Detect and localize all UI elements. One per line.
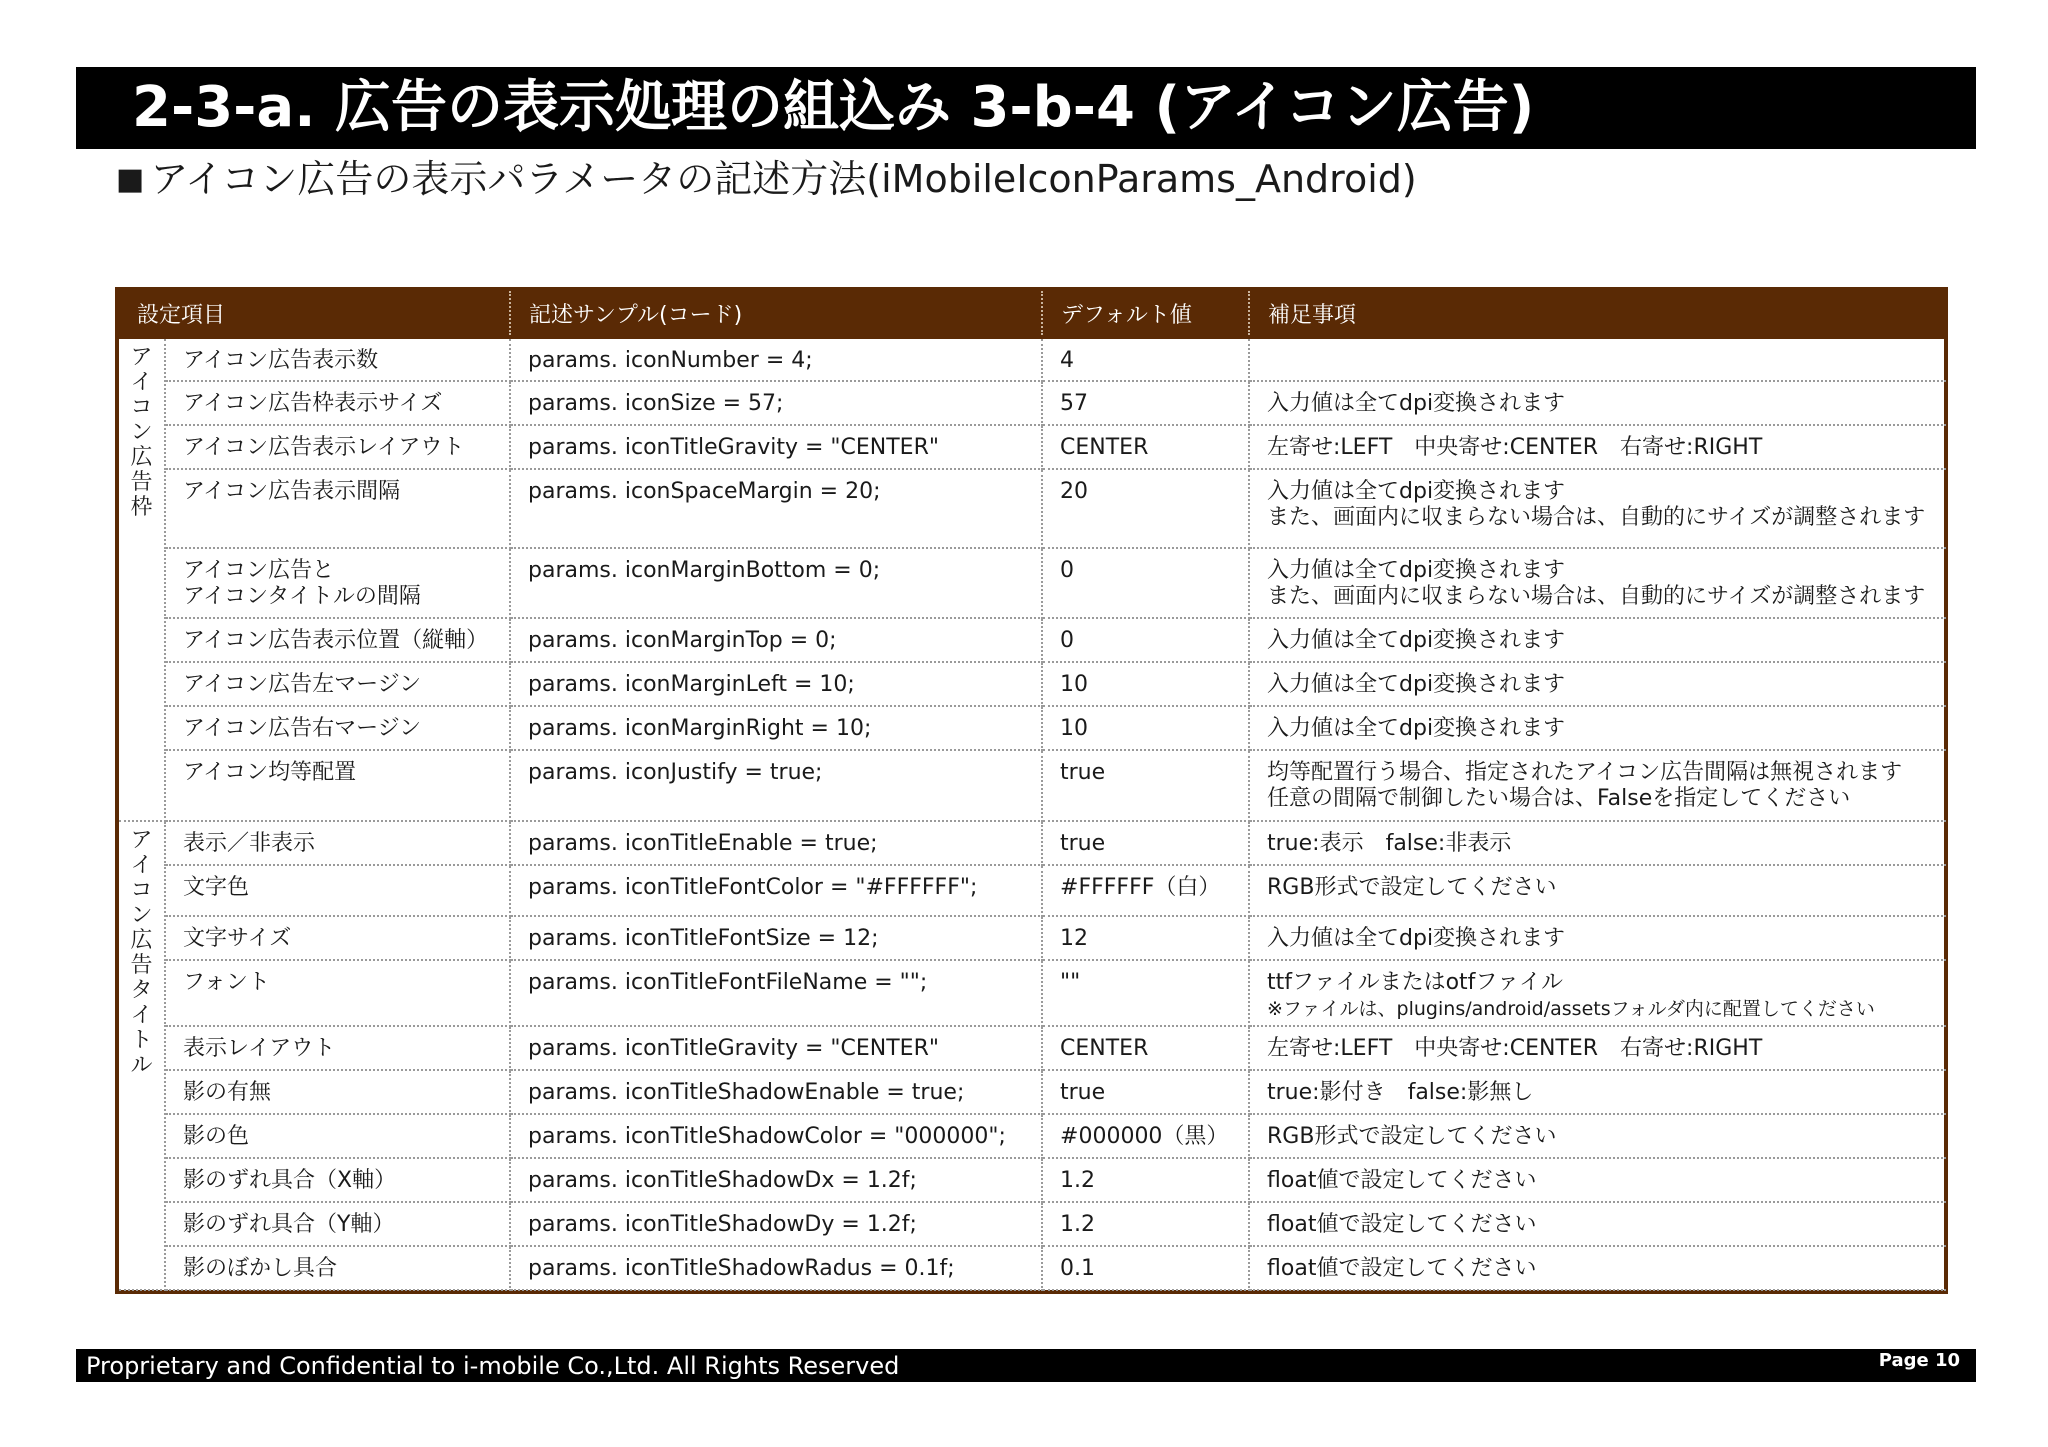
cell-notes — [1249, 865, 1946, 916]
table-row — [119, 1026, 1946, 1070]
cell-default: #FFFFFF（白） — [1042, 865, 1249, 916]
cell-code: params. iconTitleGravity = "CENTER" — [510, 1026, 1042, 1070]
note-line: 入力値は全てdpi変換されます — [1267, 479, 1566, 504]
cell-default: "" — [1042, 960, 1249, 1026]
cell-notes — [1249, 469, 1946, 548]
column-header-default: デフォルト値 — [1042, 291, 1249, 337]
item-label: 影のぼかし具合 — [183, 1256, 338, 1281]
cell-code: params. iconTitleGravity = "CENTER" — [510, 425, 1042, 469]
note-line: 任意の間隔で制御したい場合は、Falseを指定してください — [1267, 786, 1851, 811]
cell-notes — [1249, 662, 1946, 706]
item-label: アイコン広告表示間隔 — [183, 479, 401, 504]
cell-item — [165, 662, 510, 706]
item-label: アイコン均等配置 — [183, 760, 357, 785]
cell-default: #000000（黒） — [1042, 1114, 1249, 1158]
cell-notes — [1249, 425, 1946, 469]
cell-default: 1.2 — [1042, 1158, 1249, 1202]
cell-code: params. iconTitleEnable = true; — [510, 821, 1042, 865]
note-line: RGB形式で設定してください — [1267, 1124, 1557, 1149]
table-row — [119, 706, 1946, 750]
note-small-line: ※ファイルは、plugins/android/assetsフォルダ内に配置してください — [1267, 998, 1875, 1020]
cell-item — [165, 337, 510, 381]
column-header-item: 設定項目 — [119, 291, 510, 337]
footer-copyright: Proprietary and Confidential to i-mobile Co.,Ltd. All Rights Reserved — [86, 1352, 900, 1380]
cell-default: 10 — [1042, 706, 1249, 750]
column-header-code: 記述サンプル(コード) — [510, 291, 1042, 337]
cell-notes — [1249, 916, 1946, 960]
cell-default: 57 — [1042, 381, 1249, 425]
table-row — [119, 337, 1946, 381]
item-label-line2: アイコンタイトルの間隔 — [183, 584, 421, 609]
note-line: 左寄せ:LEFT 中央寄せ:CENTER 右寄せ:RIGHT — [1267, 435, 1763, 460]
item-label: アイコン広告と — [183, 558, 335, 583]
cell-code: params. iconTitleShadowRadus = 0.1f; — [510, 1246, 1042, 1290]
cell-item — [165, 865, 510, 916]
cell-default: 0 — [1042, 548, 1249, 618]
table-row — [119, 618, 1946, 662]
table-row — [119, 750, 1946, 821]
cell-default: CENTER — [1042, 1026, 1249, 1070]
cell-default: 1.2 — [1042, 1202, 1249, 1246]
cell-item — [165, 1026, 510, 1070]
cell-default: 20 — [1042, 469, 1249, 548]
cell-item — [165, 916, 510, 960]
cell-code: params. iconMarginTop = 0; — [510, 618, 1042, 662]
cell-notes — [1249, 337, 1946, 381]
item-label: 影の有無 — [183, 1080, 272, 1105]
cell-item — [165, 618, 510, 662]
item-label: 影のずれ具合（X軸） — [183, 1168, 397, 1193]
note-line: true:影付き false:影無し — [1267, 1080, 1534, 1105]
cell-code: params. iconMarginBottom = 0; — [510, 548, 1042, 618]
item-label: アイコン広告左マージン — [183, 672, 422, 697]
item-label: アイコン広告右マージン — [183, 716, 422, 741]
cell-notes — [1249, 381, 1946, 425]
note-line: ttfファイルまたはotfファイル — [1267, 970, 1563, 995]
cell-item — [165, 750, 510, 821]
item-label: 表示／非表示 — [183, 831, 316, 856]
cell-item — [165, 1070, 510, 1114]
cell-default: 0.1 — [1042, 1246, 1249, 1290]
cell-code: params. iconTitleFontFileName = ""; — [510, 960, 1042, 1026]
note-line: また、画面内に収まらない場合は、自動的にサイズが調整されます — [1267, 584, 1926, 609]
cell-code: params. iconSpaceMargin = 20; — [510, 469, 1042, 548]
cell-item — [165, 1202, 510, 1246]
note-line: 入力値は全てdpi変換されます — [1267, 628, 1566, 653]
cell-code: params. iconJustify = true; — [510, 750, 1042, 821]
cell-notes — [1249, 706, 1946, 750]
note-line: float値で設定してください — [1267, 1256, 1537, 1281]
table-row — [119, 469, 1946, 548]
cell-item — [165, 1114, 510, 1158]
square-bullet-icon: ■ — [116, 162, 145, 197]
table-row — [119, 821, 1946, 865]
cell-notes — [1249, 1114, 1946, 1158]
note-line: 均等配置行う場合、指定されたアイコン広告間隔は無視されます — [1267, 760, 1903, 785]
table-body — [119, 337, 1946, 1290]
cell-code: params. iconTitleFontSize = 12; — [510, 916, 1042, 960]
note-line: 左寄せ:LEFT 中央寄せ:CENTER 右寄せ:RIGHT — [1267, 1036, 1763, 1061]
item-label: アイコン広告枠表示サイズ — [183, 391, 443, 416]
footer — [76, 1349, 1976, 1382]
cell-code: params. iconTitleShadowColor = "000000"; — [510, 1114, 1042, 1158]
note-line: float値で設定してください — [1267, 1212, 1537, 1237]
cell-notes — [1249, 1246, 1946, 1290]
cell-code: params. iconNumber = 4; — [510, 337, 1042, 381]
cell-item — [165, 821, 510, 865]
cell-notes — [1249, 1026, 1946, 1070]
item-label: アイコン広告表示レイアウト — [183, 435, 465, 460]
cell-code: params. iconMarginRight = 10; — [510, 706, 1042, 750]
cell-notes — [1249, 1202, 1946, 1246]
subtitle-text: アイコン広告の表示パラメータの記述方法(iMobileIconParams_Android) — [150, 157, 1417, 201]
cell-item — [165, 1246, 510, 1290]
table-row — [119, 916, 1946, 960]
table-row — [119, 381, 1946, 425]
item-label: フォント — [183, 970, 270, 995]
item-label: 文字サイズ — [183, 926, 292, 951]
table-row — [119, 425, 1946, 469]
group-label-cell — [119, 337, 165, 821]
page-number: Page 10 — [1878, 1350, 1960, 1371]
note-line: true:表示 false:非表示 — [1267, 831, 1512, 856]
item-label: アイコン広告表示数 — [183, 348, 379, 373]
table-row — [119, 548, 1946, 618]
cell-item — [165, 1158, 510, 1202]
note-line: 入力値は全てdpi変換されます — [1267, 716, 1566, 741]
cell-notes — [1249, 548, 1946, 618]
cell-code: params. iconSize = 57; — [510, 381, 1042, 425]
table-row — [119, 1158, 1946, 1202]
column-header-notes: 補足事項 — [1249, 291, 1946, 337]
table-row — [119, 1114, 1946, 1158]
cell-item — [165, 548, 510, 618]
cell-default: 0 — [1042, 618, 1249, 662]
cell-item — [165, 960, 510, 1026]
table-row — [119, 865, 1946, 916]
note-line: 入力値は全てdpi変換されます — [1267, 558, 1566, 583]
parameter-table — [115, 287, 1948, 1294]
group-label: アイコン広告タイトル — [130, 828, 153, 1078]
cell-default: 10 — [1042, 662, 1249, 706]
cell-notes — [1249, 821, 1946, 865]
item-label: アイコン広告表示位置（縦軸） — [183, 628, 489, 653]
cell-code: params. iconTitleShadowDx = 1.2f; — [510, 1158, 1042, 1202]
note-line: float値で設定してください — [1267, 1168, 1537, 1193]
cell-code: params. iconTitleShadowDy = 1.2f; — [510, 1202, 1042, 1246]
group-label: アイコン広告枠 — [130, 345, 153, 520]
cell-code: params. iconMarginLeft = 10; — [510, 662, 1042, 706]
table-row — [119, 1202, 1946, 1246]
item-label: 影の色 — [183, 1124, 250, 1149]
table-row — [119, 1070, 1946, 1114]
cell-code: params. iconTitleShadowEnable = true; — [510, 1070, 1042, 1114]
page-subtitle — [116, 153, 1417, 209]
cell-notes — [1249, 1070, 1946, 1114]
item-label: 影のずれ具合（Y軸） — [183, 1212, 395, 1237]
cell-notes — [1249, 750, 1946, 821]
cell-item — [165, 706, 510, 750]
cell-item — [165, 425, 510, 469]
table-row — [119, 662, 1946, 706]
cell-default: true — [1042, 821, 1249, 865]
cell-default: CENTER — [1042, 425, 1249, 469]
cell-code: params. iconTitleFontColor = "#FFFFFF"; — [510, 865, 1042, 916]
note-line: RGB形式で設定してください — [1267, 875, 1557, 900]
cell-item — [165, 469, 510, 548]
cell-default: 12 — [1042, 916, 1249, 960]
page-title: 2-3-a. 広告の表示処理の組込み 3-b-4 (アイコン広告) — [76, 67, 1976, 149]
cell-default: 4 — [1042, 337, 1249, 381]
cell-default: true — [1042, 1070, 1249, 1114]
item-label: 文字色 — [183, 875, 250, 900]
note-line: また、画面内に収まらない場合は、自動的にサイズが調整されます — [1267, 505, 1926, 530]
note-line: 入力値は全てdpi変換されます — [1267, 926, 1566, 951]
group-label-cell — [119, 821, 165, 1290]
cell-notes — [1249, 960, 1946, 1026]
cell-default: true — [1042, 750, 1249, 821]
cell-notes — [1249, 1158, 1946, 1202]
cell-item — [165, 381, 510, 425]
table-row — [119, 1246, 1946, 1290]
table-row — [119, 960, 1946, 1026]
item-label: 表示レイアウト — [183, 1036, 336, 1061]
cell-notes — [1249, 618, 1946, 662]
note-line: 入力値は全てdpi変換されます — [1267, 391, 1566, 416]
note-line: 入力値は全てdpi変換されます — [1267, 672, 1566, 697]
table-header-row — [119, 291, 1946, 337]
